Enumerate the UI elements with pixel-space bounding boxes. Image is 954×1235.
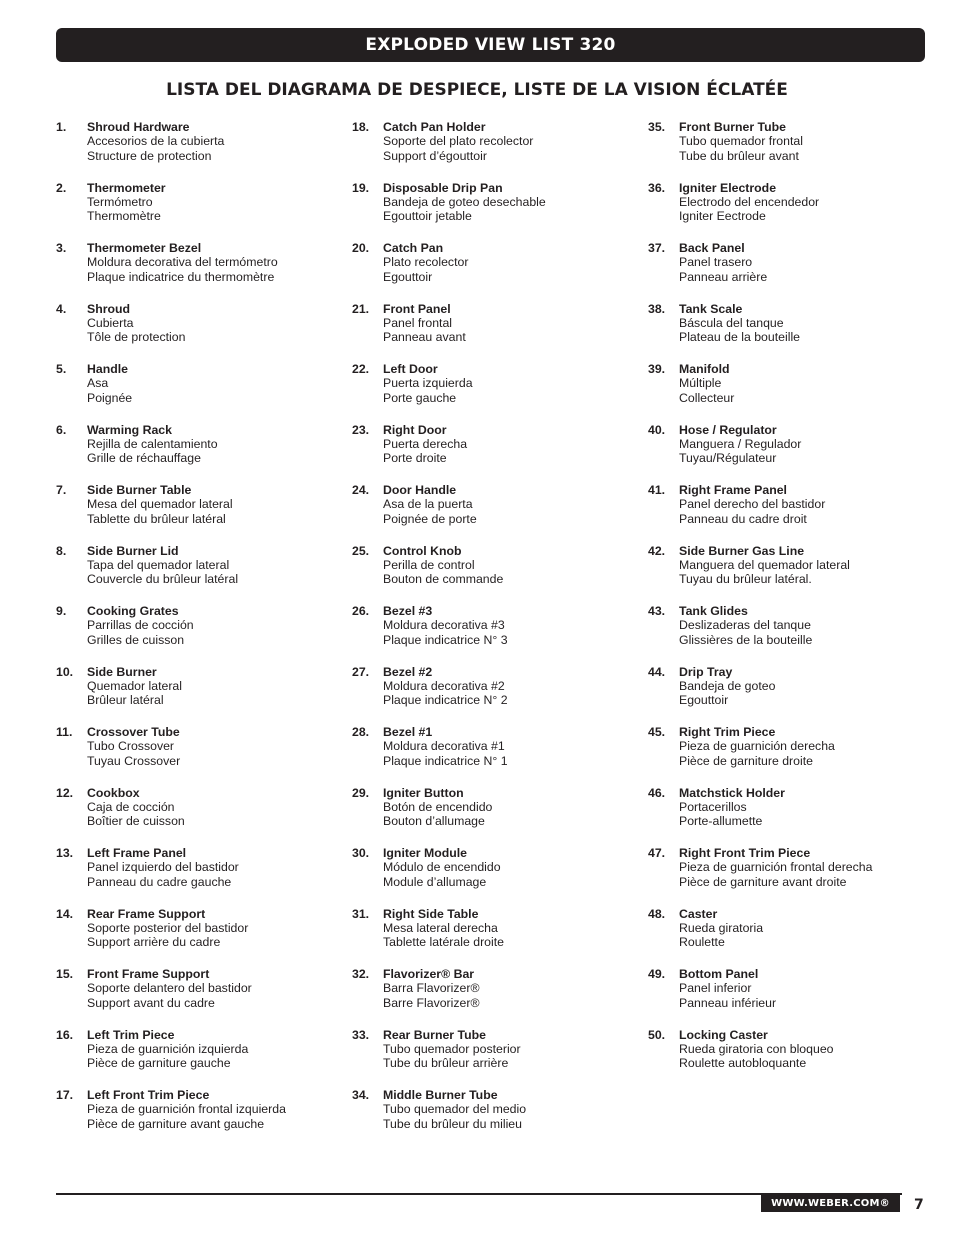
part-name-fr: Barre Flavorizer® <box>383 995 480 1010</box>
part-name-fr: Plaque indicatrice du thermomètre <box>87 269 275 284</box>
part-name-en: Side Burner Gas Line <box>679 543 805 558</box>
part-name-en: Catch Pan Holder <box>383 120 486 134</box>
part-name-en: Locking Caster <box>679 1027 768 1042</box>
part-name-en: Matchstick Holder <box>679 785 785 800</box>
part-name-fr: Porte droite <box>383 451 447 466</box>
part-name-es: Barra Flavorizer® <box>383 981 480 996</box>
part-names <box>87 483 233 526</box>
part-number: 11. <box>56 725 73 739</box>
part-number: 24. <box>352 483 370 497</box>
part-name-en: Front Frame Support <box>87 967 210 981</box>
part-names <box>383 1088 526 1131</box>
part-number: 23. <box>352 422 370 437</box>
part-name-es: Tubo quemador frontal <box>679 134 803 149</box>
part-name-es: Múltiple <box>679 376 722 391</box>
part-names <box>383 846 501 889</box>
part-names <box>383 423 467 466</box>
part-name-en: Right Trim Piece <box>679 725 776 739</box>
part-number: 38. <box>648 301 666 316</box>
part-names <box>87 846 239 889</box>
part-names <box>87 665 182 708</box>
part-number: 37. <box>648 241 666 255</box>
part-name-en: Manifold <box>679 362 730 376</box>
part-name-es: Bandeja de goteo desechable <box>383 194 546 209</box>
part-name-fr: Tube du brûleur du milieu <box>383 1116 522 1131</box>
part-names <box>383 302 466 345</box>
part-number: 20. <box>352 241 370 255</box>
part-name-fr: Plaque indicatrice N° 1 <box>383 753 508 768</box>
part-number: 25. <box>352 543 370 558</box>
part-names <box>87 907 248 950</box>
part-name-fr: Pièce de garniture gauche <box>87 1056 231 1071</box>
page-subtitle: LISTA DEL DIAGRAMA DE DESPIECE, LISTE DE LA VISION ÉCLATÉE <box>166 80 788 100</box>
header-bar <box>56 28 925 62</box>
part-name-fr: Egouttoir <box>383 269 433 284</box>
part-number: 18. <box>352 120 370 134</box>
part-name-fr: Pièce de garniture avant gauche <box>87 1116 265 1131</box>
part-name-fr: Support avant du cadre <box>87 995 215 1010</box>
part-name-en: Right Side Table <box>383 906 479 921</box>
part-name-es: Asa <box>87 376 109 391</box>
part-number: 5. <box>56 362 67 376</box>
part-name-es: Perilla de control <box>383 557 475 572</box>
part-names <box>383 604 508 647</box>
part-name-fr: Bouton de commande <box>383 572 504 587</box>
part-name-en: Door Handle <box>383 483 457 497</box>
part-number: 46. <box>648 785 666 800</box>
part-name-fr: Tuyau/Régulateur <box>679 451 777 466</box>
part-names <box>679 786 785 829</box>
part-name-es: Caja de cocción <box>87 799 175 814</box>
part-name-es: Tubo quemador posterior <box>383 1041 521 1056</box>
part-name-es: Puerta izquierda <box>383 376 473 391</box>
part-name-fr: Grilles de cuisson <box>87 632 185 647</box>
part-name-es: Tapa del quemador lateral <box>87 557 230 572</box>
part-name-fr: Tuyau du brûleur latéral. <box>679 572 812 587</box>
part-name-es: Moldura decorativa #3 <box>383 618 505 633</box>
part-number: 9. <box>56 604 67 618</box>
part-name-en: Left Front Trim Piece <box>87 1088 210 1102</box>
part-name-en: Thermometer <box>87 180 166 195</box>
part-name-en: Rear Frame Support <box>87 906 206 921</box>
part-name-en: Igniter Electrode <box>679 180 777 195</box>
part-names <box>679 120 803 163</box>
part-name-es: Tubo quemador del medio <box>383 1102 527 1117</box>
part-name-en: Side Burner Lid <box>87 543 179 558</box>
part-name-es: Puerta derecha <box>383 436 468 451</box>
part-number: 41. <box>648 483 666 497</box>
part-name-fr: Module d’allumage <box>383 874 487 889</box>
part-names <box>679 544 850 587</box>
part-name-fr: Egouttoir <box>679 693 729 708</box>
part-number: 10. <box>56 664 74 679</box>
part-name-en: Right Frame Panel <box>679 483 787 497</box>
part-names <box>679 302 800 345</box>
part-name-es: Bandeja de goteo <box>679 678 776 693</box>
part-name-fr: Tube du brûleur arrière <box>383 1056 509 1071</box>
part-number: 31. <box>352 906 370 921</box>
part-name-es: Rueda giratoria <box>679 920 764 935</box>
part-number: 35. <box>648 120 666 134</box>
part-name-en: Left Frame Panel <box>87 846 187 860</box>
part-names <box>679 907 763 950</box>
part-name-fr: Plaque indicatrice N° 2 <box>383 693 508 708</box>
part-names <box>87 302 185 345</box>
part-number: 28. <box>352 725 370 739</box>
part-name-fr: Collecteur <box>679 390 735 405</box>
part-name-es: Soporte del plato recolector <box>383 134 534 149</box>
part-names <box>383 181 546 224</box>
part-name-es: Pieza de guarnición frontal izquierda <box>87 1102 286 1117</box>
part-names <box>87 725 180 768</box>
part-names <box>679 423 801 466</box>
part-names <box>383 362 473 405</box>
part-name-en: Right Door <box>383 422 447 437</box>
part-name-fr: Porte gauche <box>383 390 457 405</box>
part-number: 12. <box>56 785 74 800</box>
part-names <box>87 544 238 587</box>
part-names <box>383 120 533 163</box>
page-title: EXPLODED VIEW LIST 320 <box>365 35 616 55</box>
part-number: 22. <box>352 362 370 376</box>
part-names <box>87 423 218 466</box>
part-name-en: Front Burner Tube <box>679 120 787 134</box>
part-name-en: Drip Tray <box>679 664 733 679</box>
part-number: 29. <box>352 785 370 800</box>
part-name-es: Moldura decorativa #1 <box>383 739 505 754</box>
part-names <box>679 181 819 224</box>
part-name-es: Asa de la puerta <box>383 497 473 512</box>
part-name-en: Left Door <box>383 362 438 376</box>
part-name-en: Back Panel <box>679 241 745 255</box>
part-name-en: Cookbox <box>87 785 140 800</box>
part-number: 50. <box>648 1027 666 1042</box>
part-names <box>679 846 872 889</box>
part-name-en: Igniter Button <box>383 785 464 800</box>
part-number: 7. <box>56 483 67 497</box>
part-number: 32. <box>352 967 370 981</box>
part-name-es: Portacerillos <box>679 799 747 814</box>
part-name-fr: Panneau inférieur <box>679 995 777 1010</box>
website-url: WWW.WEBER.COM® <box>771 1197 890 1209</box>
part-names <box>679 241 767 284</box>
part-number: 13. <box>56 846 74 860</box>
part-name-en: Warming Rack <box>87 422 172 437</box>
part-name-fr: Tablette du brûleur latéral <box>87 511 226 526</box>
part-name-es: Pieza de guarnición derecha <box>679 739 835 754</box>
part-name-fr: Grille de réchauffage <box>87 451 201 466</box>
part-name-es: Rejilla de calentamiento <box>87 436 218 451</box>
part-name-en: Igniter Module <box>383 846 468 860</box>
part-name-es: Cubierta <box>87 315 134 330</box>
part-name-fr: Support arrière du cadre <box>87 935 221 950</box>
part-name-es: Pieza de guarnición izquierda <box>87 1041 249 1056</box>
part-name-es: Botón de encendido <box>383 799 493 814</box>
part-number: 6. <box>56 422 67 437</box>
part-number: 14. <box>56 906 74 921</box>
part-name-fr: Tôle de protection <box>87 330 186 345</box>
part-names <box>383 907 504 950</box>
part-name-en: Front Panel <box>383 301 451 316</box>
part-name-en: Disposable Drip Pan <box>383 180 503 195</box>
part-number: 8. <box>56 543 67 558</box>
part-name-fr: Igniter Eectrode <box>679 209 766 224</box>
part-name-es: Manguera / Regulador <box>679 436 802 451</box>
part-names <box>679 665 775 708</box>
part-names <box>679 725 835 768</box>
part-name-es: Accesorios de la cubierta <box>87 134 225 149</box>
part-name-fr: Poignée de porte <box>383 511 477 526</box>
part-number: 42. <box>648 543 666 558</box>
part-name-fr: Panneau du cadre gauche <box>87 874 232 889</box>
part-name-en: Tank Glides <box>679 604 748 618</box>
part-number: 34. <box>352 1088 370 1102</box>
part-names <box>383 786 492 829</box>
part-name-en: Shroud <box>87 301 131 316</box>
part-number: 1. <box>56 120 67 134</box>
part-names <box>87 1028 248 1071</box>
part-number: 2. <box>56 180 67 195</box>
part-number: 3. <box>56 241 67 255</box>
part-name-en: Left Trim Piece <box>87 1027 175 1042</box>
part-name-es: Parrillas de cocción <box>87 618 194 633</box>
part-names <box>87 1088 286 1131</box>
part-number: 48. <box>648 906 666 921</box>
part-names <box>87 120 224 163</box>
part-name-fr: Pièce de garniture avant droite <box>679 874 847 889</box>
part-name-fr: Pièce de garniture droite <box>679 753 813 768</box>
part-name-es: Soporte delantero del bastidor <box>87 981 252 996</box>
part-name-en: Middle Burner Tube <box>383 1088 498 1102</box>
part-names <box>87 181 166 224</box>
part-number: 39. <box>648 362 666 376</box>
part-names <box>383 967 480 1010</box>
part-name-es: Termómetro <box>87 194 153 209</box>
part-name-es: Tubo Crossover <box>87 739 175 754</box>
part-names <box>679 483 825 526</box>
footer-badge <box>761 1194 900 1212</box>
part-names <box>383 544 503 587</box>
part-number: 15. <box>56 967 74 981</box>
part-name-fr: Structure de protection <box>87 148 212 163</box>
part-number: 27. <box>352 664 370 679</box>
part-number: 47. <box>648 846 666 860</box>
part-name-en: Cooking Grates <box>87 604 179 618</box>
part-name-en: Bezel #3 <box>383 604 433 618</box>
part-number: 43. <box>648 604 666 618</box>
part-name-en: Thermometer Bezel <box>87 241 202 255</box>
part-name-fr: Tablette latérale droite <box>383 935 504 950</box>
part-name-en: Rear Burner Tube <box>383 1027 486 1042</box>
part-name-en: Right Front Trim Piece <box>679 846 811 860</box>
part-name-fr: Porte-allumette <box>679 814 763 829</box>
part-name-es: Panel izquierdo del bastidor <box>87 860 239 875</box>
part-name-en: Handle <box>87 362 128 376</box>
parts-list <box>56 120 926 1150</box>
part-name-fr: Poignée <box>87 390 133 405</box>
part-names <box>87 241 278 284</box>
part-number: 40. <box>648 422 666 437</box>
part-name-fr: Tube du brûleur avant <box>679 148 799 163</box>
part-names <box>383 665 508 708</box>
part-name-es: Electrodo del encendedor <box>679 194 820 209</box>
part-name-es: Manguera del quemador lateral <box>679 557 850 572</box>
part-names <box>87 362 132 405</box>
part-number: 4. <box>56 301 67 316</box>
part-names <box>679 967 776 1010</box>
part-name-en: Hose / Regulator <box>679 422 777 437</box>
part-name-es: Soporte posterior del bastidor <box>87 920 249 935</box>
part-names <box>87 786 185 829</box>
part-name-fr: Roulette autobloquante <box>679 1056 807 1071</box>
part-names <box>383 1028 521 1071</box>
part-names <box>383 725 508 768</box>
part-name-es: Mesa lateral derecha <box>383 920 498 935</box>
part-name-en: Bezel #1 <box>383 725 433 739</box>
part-name-es: Módulo de encendido <box>383 860 501 875</box>
part-names <box>383 483 477 526</box>
part-name-en: Control Knob <box>383 543 462 558</box>
part-name-es: Panel derecho del bastidor <box>679 497 826 512</box>
part-name-fr: Boîtier de cuisson <box>87 814 185 829</box>
part-name-en: Tank Scale <box>679 301 743 316</box>
part-name-en: Bottom Panel <box>679 967 759 981</box>
part-name-fr: Couvercle du brûleur latéral <box>87 572 239 587</box>
part-names <box>679 1028 834 1071</box>
part-name-es: Mesa del quemador lateral <box>87 497 233 512</box>
part-name-en: Crossover Tube <box>87 725 180 739</box>
part-number: 16. <box>56 1027 74 1042</box>
part-number: 26. <box>352 604 370 618</box>
part-number: 45. <box>648 725 666 739</box>
part-name-en: Flavorizer® Bar <box>383 967 475 981</box>
part-name-es: Panel inferior <box>679 981 752 996</box>
part-name-es: Rueda giratoria con bloqueo <box>679 1041 834 1056</box>
part-name-es: Deslizaderas del tanque <box>679 618 811 633</box>
part-name-es: Báscula del tanque <box>679 315 784 330</box>
part-name-fr: Plateau de la bouteille <box>679 330 801 345</box>
part-number: 19. <box>352 180 370 195</box>
part-name-es: Quemador lateral <box>87 678 183 693</box>
part-name-es: Moldura decorativa del termómetro <box>87 255 278 270</box>
part-name-fr: Glissières de la bouteille <box>679 632 813 647</box>
part-name-fr: Panneau arrière <box>679 269 768 284</box>
page-number: 7 <box>914 1197 924 1213</box>
part-name-fr: Bouton d’allumage <box>383 814 485 829</box>
part-name-fr: Roulette <box>679 935 725 950</box>
part-name-es: Plato recolector <box>383 255 469 270</box>
part-name-fr: Brûleur latéral <box>87 693 164 708</box>
part-names <box>679 362 734 405</box>
part-name-en: Catch Pan <box>383 241 444 255</box>
part-number: 21. <box>352 301 370 316</box>
part-name-es: Moldura decorativa #2 <box>383 678 505 693</box>
part-name-es: Pieza de guarnición frontal derecha <box>679 860 873 875</box>
part-name-fr: Thermomètre <box>87 209 161 224</box>
part-name-en: Side Burner <box>87 664 157 679</box>
part-number: 17. <box>56 1088 74 1102</box>
part-number: 33. <box>352 1027 370 1042</box>
part-name-es: Panel frontal <box>383 315 453 330</box>
part-name-es: Panel trasero <box>679 255 753 270</box>
part-name-fr: Plaque indicatrice N° 3 <box>383 632 508 647</box>
part-number: 49. <box>648 967 666 981</box>
part-name-fr: Tuyau Crossover <box>87 753 181 768</box>
part-name-fr: Panneau du cadre droit <box>679 511 807 526</box>
part-names <box>87 967 252 1010</box>
part-name-fr: Panneau avant <box>383 330 466 345</box>
part-names <box>87 604 194 647</box>
part-name-en: Side Burner Table <box>87 483 192 497</box>
part-number: 44. <box>648 664 666 679</box>
part-name-en: Caster <box>679 906 718 921</box>
part-name-fr: Egouttoir jetable <box>383 209 472 224</box>
part-names <box>679 604 812 647</box>
part-name-en: Shroud Hardware <box>87 120 190 134</box>
part-names <box>383 241 468 284</box>
part-number: 30. <box>352 846 370 860</box>
part-name-en: Bezel #2 <box>383 664 433 679</box>
part-name-fr: Support d’égouttoir <box>383 148 487 163</box>
part-number: 36. <box>648 180 666 195</box>
